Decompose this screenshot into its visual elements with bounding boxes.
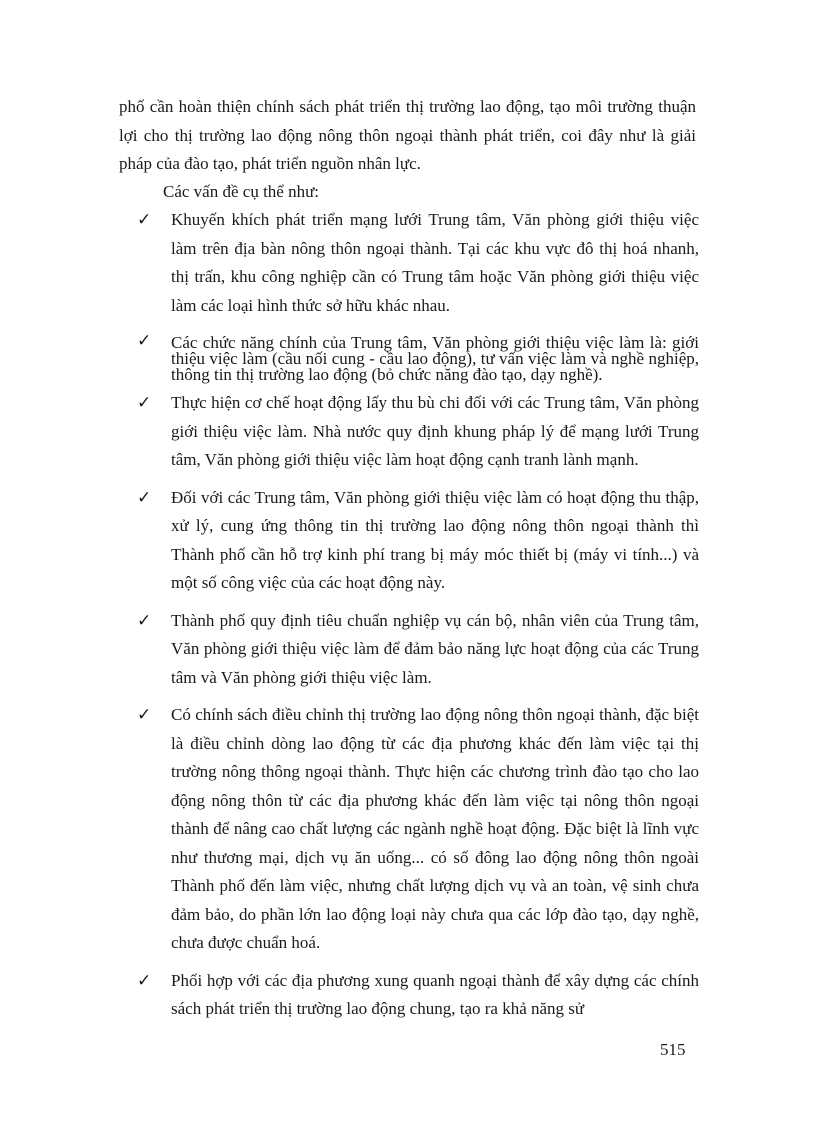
list-item-text: Thành phố quy định tiêu chuẩn nghiệp vụ cán bộ, nhân viên của Trung tâm, Văn phòng giới thiệu việc làm để đảm bảo năng lực hoạt động của các Trung tâm và Văn phòng giới thiệu việc làm.: [171, 610, 699, 687]
page-number: 515: [660, 1040, 686, 1059]
list-item-text: Thực hiện cơ chế hoạt động lấy thu bù chi đối với các Trung tâm, Văn phòng giới thiệu việc làm. Nhà nước quy định khung pháp lý để mạng lưới Trung tâm, Văn phòng giới thiệu việc làm hoạt động cạnh tranh lành mạnh.: [171, 393, 699, 469]
list-item: [137, 607, 699, 693]
check-mark-icon: ✓: [137, 210, 152, 230]
list-item-text: Các chức năng chính của Trung tâm, Văn phòng giới thiệu việc làm là: giới thiệu việc làm (cầu nối cung - cầu lao động), tư vấn việc làm và nghề nghiệp, thông tin thị trường lao động (bỏ chức năng đào tạo, dạy nghề).: [171, 333, 699, 384]
intro-paragraph: phố cần hoàn thiện chính sách phát triển thị trường lao động, tạo môi trường thuận lợi cho thị trường lao động nông thôn ngoại thành phát triển, coi đây như là giải pháp của đào tạo, phát triển nguồn nhân lực.: [119, 97, 696, 173]
list-item-text: Phối hợp với các địa phương xung quanh ngoại thành để xây dựng các chính sách phát triển thị trường lao động chung, tạo ra khả năng sử: [171, 970, 699, 1018]
list-item: [137, 484, 699, 598]
check-mark-icon: ✓: [137, 705, 152, 725]
list-item-text: Đối với các Trung tâm, Văn phòng giới thiệu việc làm có hoạt động thu thập, xử lý, cung ứng thông tin thị trường lao động nông thôn ngoại thành thì Thành phố cần hỗ trợ kinh phí trang bị máy móc thiết bị (máy vi tính...) và một số công việc của các hoạt động này.: [171, 487, 699, 592]
list-item: [137, 701, 699, 958]
check-mark-icon: ✓: [137, 610, 152, 631]
check-mark-icon: ✓: [137, 970, 152, 991]
check-mark-icon: ✓: [137, 393, 152, 413]
list-item: [137, 389, 699, 475]
list-item-text: Có chính sách điều chỉnh thị trường lao động nông thôn ngoại thành, đặc biệt là điều chỉnh dòng lao động từ các địa phương khác đến làm việc tại thị trường nông thông ngoại thành. Thực hiện các chương trình đào tạo cho lao động nông thôn từ các địa phương khác đến làm việc tại nông thôn ngoại thành để nâng cao chất lượng các ngành nghề hoạt động. Đặc biệt là lĩnh vực như thương mại, dịch vụ ăn uống... có số đông lao động nông thôn ngoài Thành phố đến làm việc, nhưng chất lượng dịch vụ và an toàn, vệ sinh chưa đảm bảo, do phần lớn lao động loại này chưa qua các lớp đào tạo, dạy nghề, chưa được chuẩn hoá.: [171, 705, 699, 952]
list-item: [137, 329, 699, 383]
check-mark-icon: ✓: [137, 487, 152, 508]
list-item-text: Khuyến khích phát triển mạng lưới Trung tâm, Văn phòng giới thiệu việc làm trên địa bàn nông thôn ngoại thành. Tại các khu vực đô thị hoá nhanh, thị trấn, khu công nghiệp cần có Trung tâm hoặc Văn phòng giới thiệu việc làm các loại hình thức sở hữu khác nhau.: [171, 210, 699, 315]
lead-sentence: Các vấn đề cụ thể như:: [163, 182, 320, 201]
check-mark-icon: ✓: [137, 331, 152, 351]
bullet-list: [137, 206, 699, 1033]
list-item: [137, 206, 699, 320]
list-item: [137, 967, 699, 1024]
